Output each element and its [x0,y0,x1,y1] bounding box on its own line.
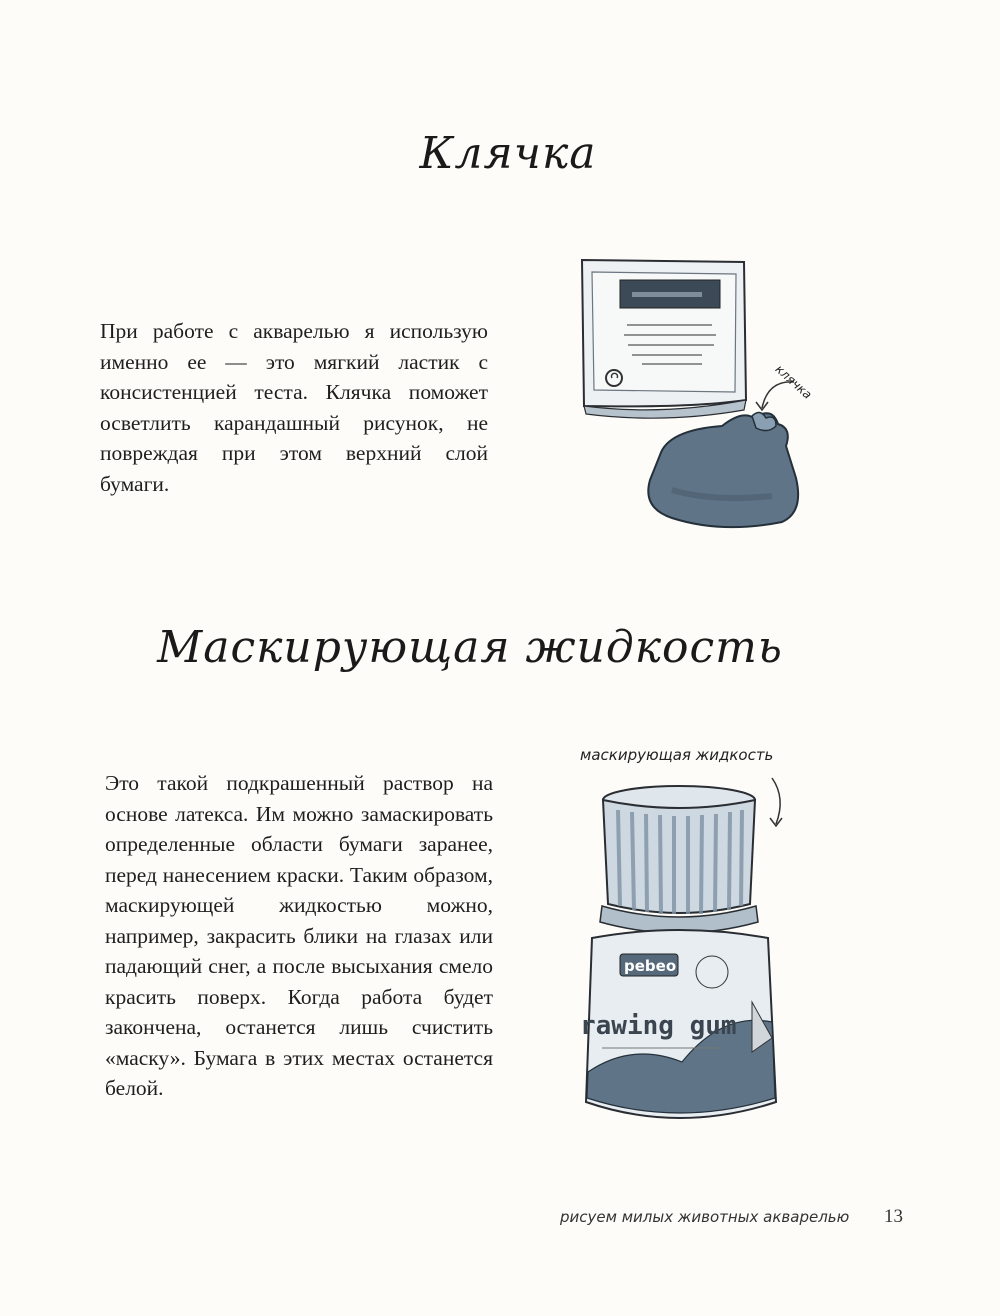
bottle-brand-text: pebeo [624,957,677,975]
kneaded-eraser-annotation: клячка [772,362,815,402]
masking-fluid-bottle-illustration [572,772,802,1132]
page-number: 13 [884,1206,903,1227]
masking-fluid-annotation: маскирующая жидкость [580,746,774,764]
section-body-kneaded-eraser: При работе с акварелью я использую именно ее — это мягкий ластик с консистенцией теста. Клячка поможет осветлить карандашный рисунок, не повреждая при этом верхний слой бумаги. [100,319,488,496]
footer-book-title: рисуем милых животных акварелью [560,1208,850,1226]
section-title-kneaded-eraser: Клячка [419,128,597,179]
section-body-masking-fluid: Это такой подкрашенный раствор на основе латекса. Им можно замаскировать определенные области бумаги заранее, перед нанесением краски. Таким образом, маскирующей жидкостью можно, например, закрасить блики на глазах или падающий снег, а после высыхания смело красить поверх. Когда работа будет закончена, останется лишь счистить «маску». Бумага в этих местах останется белой. [105,771,493,1100]
bottle-label-text: rawing gum [580,1011,737,1041]
section-title-masking-fluid: Маскирующая жидкость [157,622,783,673]
